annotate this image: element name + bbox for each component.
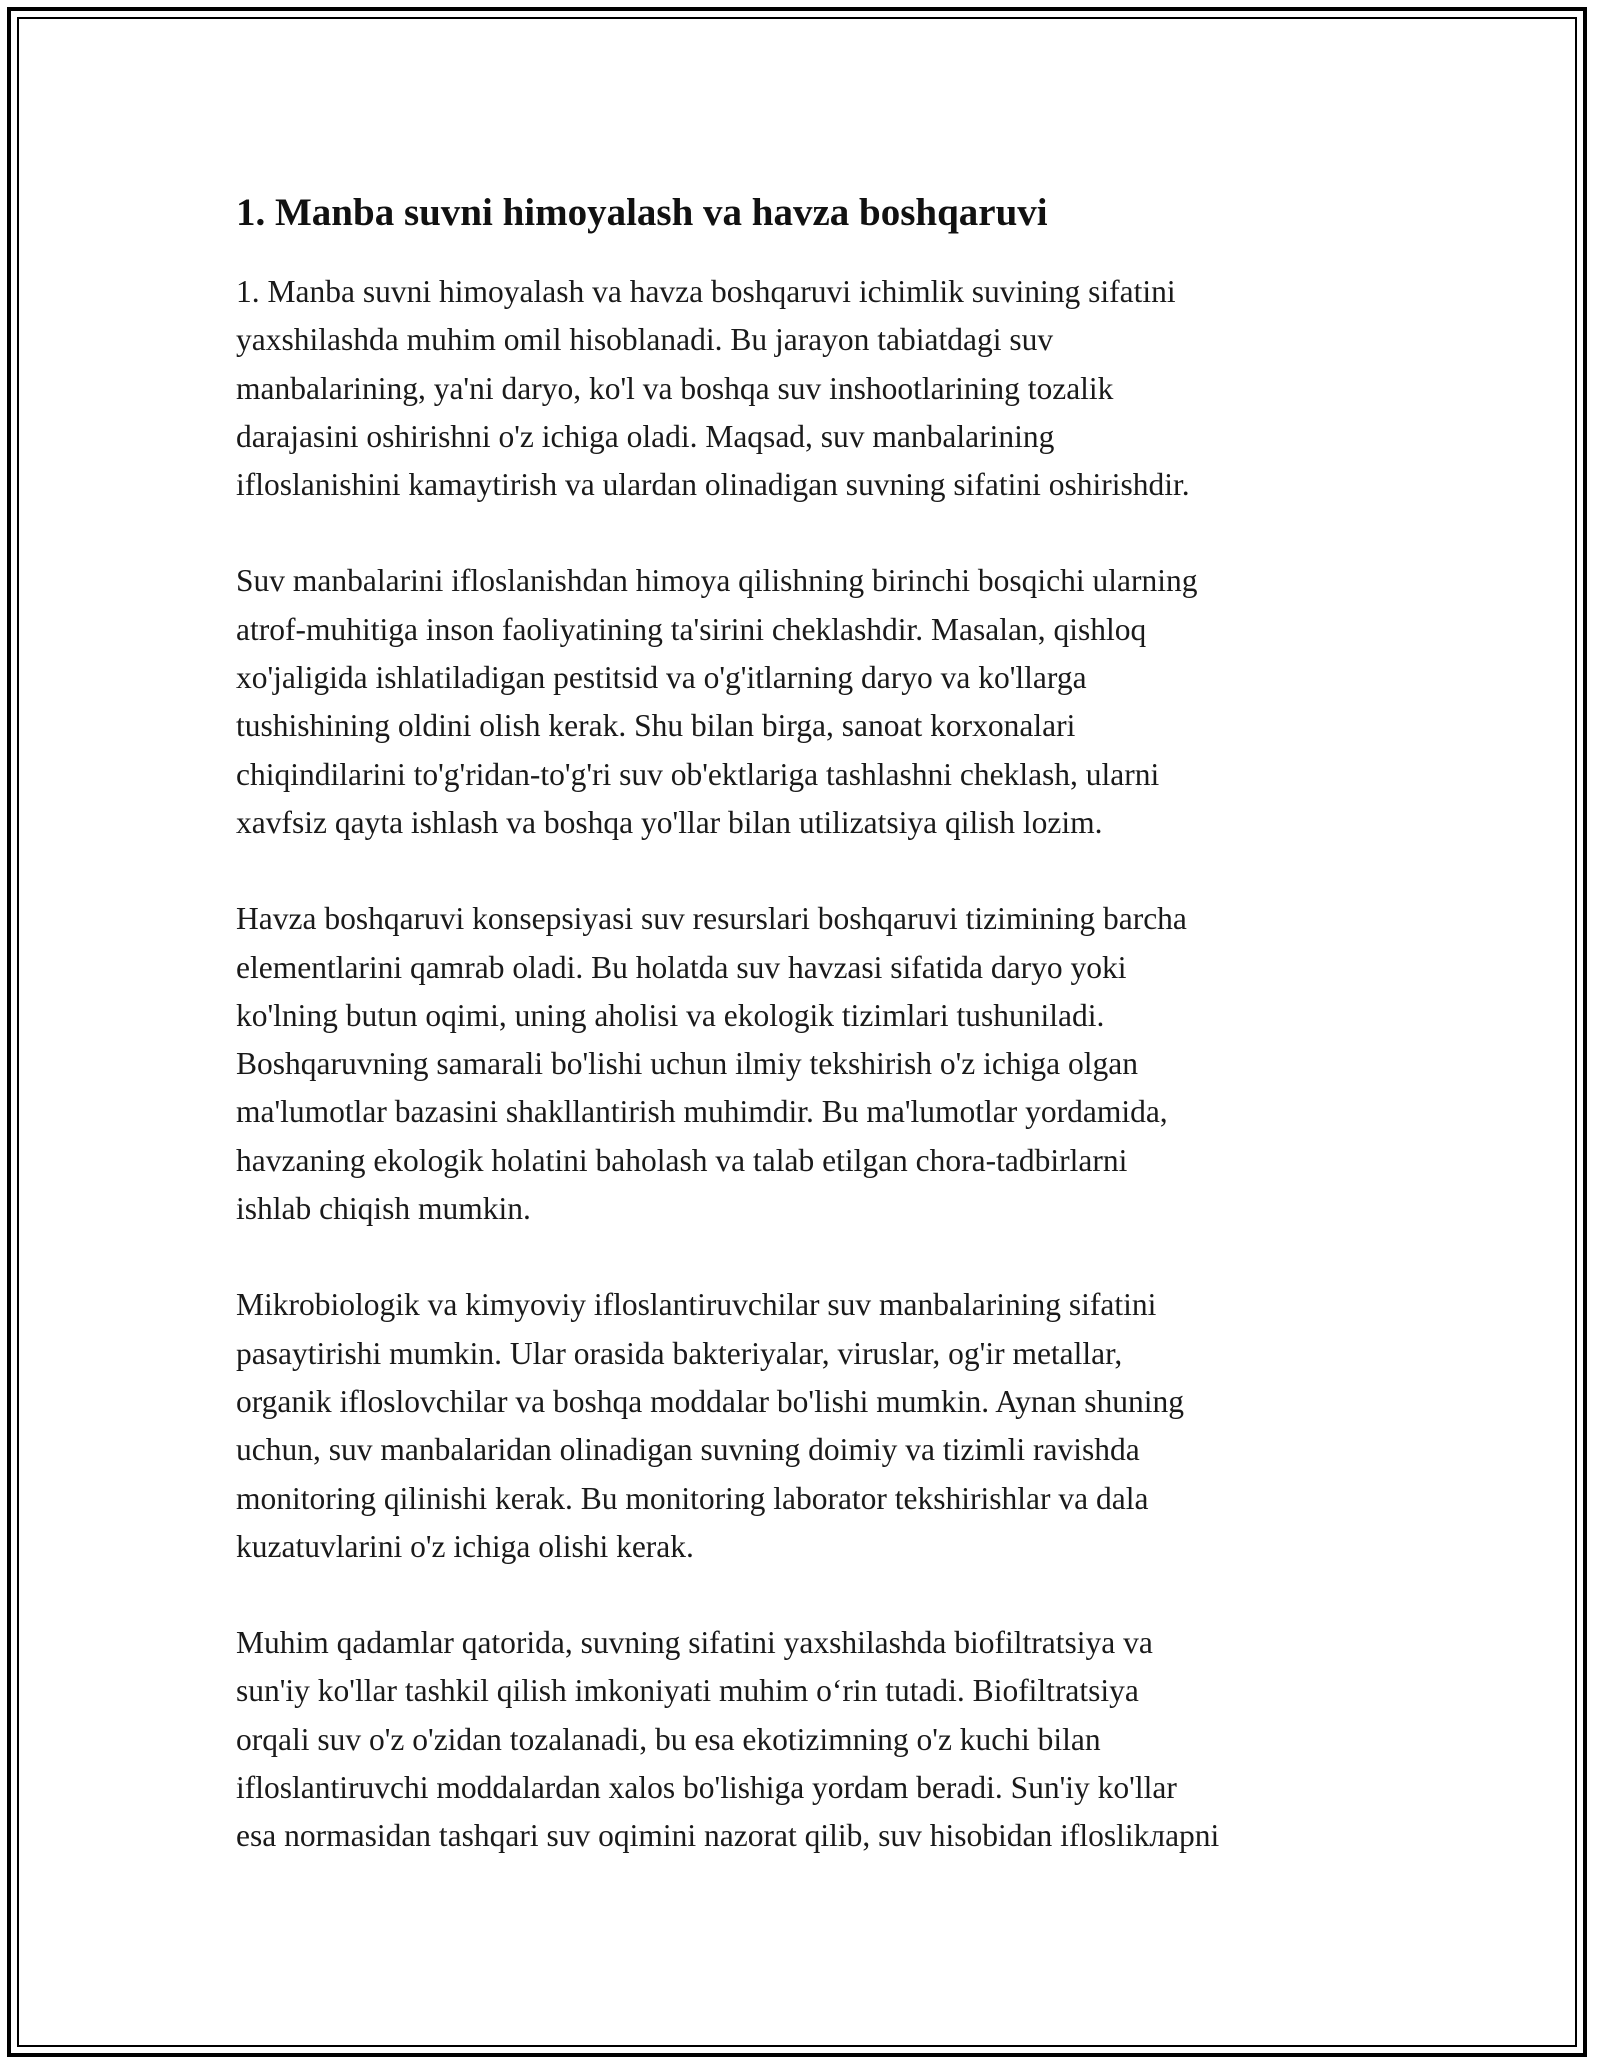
paragraph-line: atrof-muhitiga inson faoliyatining ta'sirini cheklashdir. Masalan, qishloq	[236, 611, 1147, 647]
section-heading: 1. Manba suvni himoyalash va havza boshqaruvi	[236, 191, 1048, 234]
paragraph-line: Suv manbalarini ifloslanishdan himoya qilishning birinchi bosqichi ularning	[236, 563, 1198, 599]
paragraph-line: esa normasidan tashqari suv oqimini nazorat qilib, suv hisobidan ifloslikларni	[236, 1818, 1220, 1854]
paragraph-line: xavfsiz qayta ishlash va boshqa yo'llar bilan utilizatsiya qilish lozim.	[236, 804, 1103, 840]
paragraph-line: sun'iy ko'llar tashkil qilish imkoniyati muhim o‘rin tutadi. Biofiltratsiya	[236, 1673, 1139, 1709]
paragraph-line: darajasini oshirishni o'z ichiga oladi. Maqsad, suv manbalarining	[236, 418, 1055, 454]
paragraph-line: Muhim qadamlar qatorida, suvning sifatini yaxshilashda biofiltratsiya va	[236, 1625, 1153, 1661]
paragraph-line: chiqindilarini to'g'ridan-to'g'ri suv ob'ektlariga tashlashni cheklash, ularni	[236, 756, 1160, 792]
paragraph-line: uchun, suv manbalaridan olinadigan suvning doimiy va tizimli ravishda	[236, 1432, 1140, 1468]
paragraph-line: orqali suv o'z o'zidan tozalanadi, bu esa ekotizimning o'z kuchi bilan	[236, 1721, 1101, 1757]
document-body	[236, 184, 1406, 1861]
paragraph-line: elementlarini qamrab oladi. Bu holatda suv havzasi sifatida daryo yoki	[236, 949, 1127, 985]
paragraph-line: havzaning ekologik holatini baholash va talab etilgan chora-tadbirlarni	[236, 1142, 1128, 1178]
paragraph-line: yaxshilashda muhim omil hisoblanadi. Bu jarayon tabiatdagi suv	[236, 322, 1054, 358]
paragraph-basin-management	[236, 895, 1406, 1233]
paragraph-line: ifloslanishini kamaytirish va ulardan olinadigan suvning sifatini oshirishdir.	[236, 467, 1190, 503]
paragraph-line: monitoring qilinishi kerak. Bu monitoring laborator tekshirishlar va dala	[236, 1480, 1149, 1516]
paragraph-line: tushishining oldini olish kerak. Shu bilan birga, sanoat korxonalari	[236, 708, 1076, 744]
paragraph-line: organik ifloslovchilar va boshqa moddalar bo'lishi mumkin. Aynan shuning	[236, 1383, 1184, 1419]
paragraph-line: ifloslantiruvchi moddalardan xalos bo'lishiga yordam beradi. Sun'iy ko'llar	[236, 1770, 1177, 1806]
paragraph-line: Boshqaruvning samarali bo'lishi uchun ilmiy tekshirish o'z ichiga olgan	[236, 1046, 1138, 1082]
paragraph-line: 1. Manba suvni himoyalash va havza boshqaruvi ichimlik suvining sifatini	[236, 274, 1176, 309]
paragraph-line: xo'jaligida ishlatiladigan pestitsid va o'g'itlarning daryo va ko'llarga	[236, 660, 1087, 696]
paragraph-line: ko'lning butun oqimi, uning aholisi va ekologik tizimlari tushuniladi.	[236, 997, 1105, 1033]
paragraph-line: ma'lumotlar bazasini shakllantirish muhimdir. Bu ma'lumotlar yordamida,	[236, 1094, 1168, 1130]
paragraph-pollution-protection	[236, 557, 1406, 847]
paragraph-line: Mikrobiologik va kimyoviy ifloslantiruvchilar suv manbalarining sifatini	[236, 1287, 1157, 1323]
paragraph-line: manbalarining, ya'ni daryo, ko'l va boshqa suv inshootlarining tozalik	[236, 370, 1114, 406]
paragraph-biofiltration	[236, 1619, 1406, 1860]
paragraph-intro	[236, 268, 1406, 509]
paragraph-line: ishlab chiqish mumkin.	[236, 1191, 531, 1227]
paragraph-line: pasaytirishi mumkin. Ular orasida bakteriyalar, viruslar, og'ir metallar,	[236, 1335, 1123, 1371]
paragraph-line: Havza boshqaruvi konsepsiyasi suv resurslari boshqaruvi tizimining barcha	[236, 901, 1187, 937]
paragraph-contaminants	[236, 1281, 1406, 1571]
paragraph-line: kuzatuvlarini o'z ichiga olishi kerak.	[236, 1528, 694, 1564]
